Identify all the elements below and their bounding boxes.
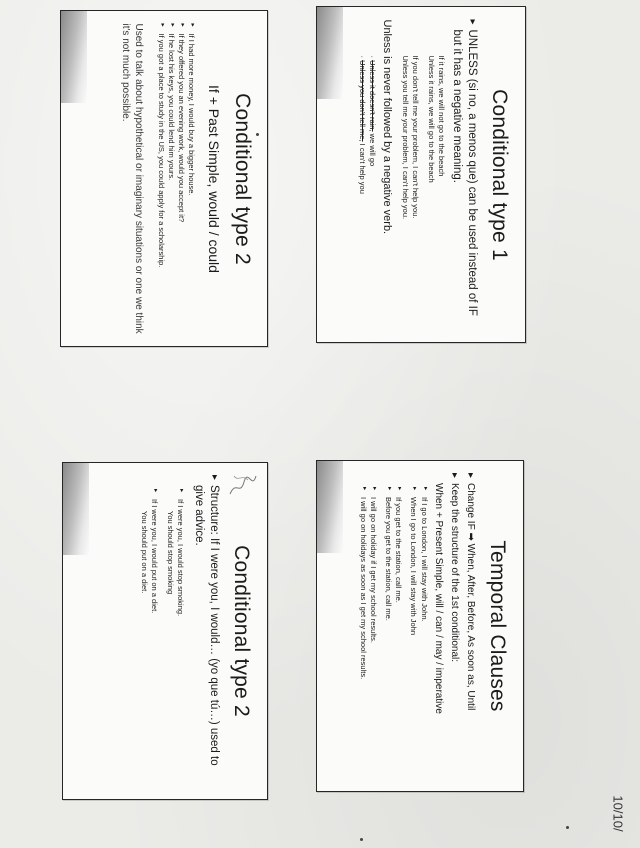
example-item: ▸ If you get to the station, call me. — [393, 487, 403, 779]
slide-conditional-type-1 — [316, 6, 526, 343]
slide-lead: ▸ UNLESS (si no, a menos que) can be used instead of IF but it has a negative meaning. — [449, 19, 479, 330]
rule-text: Unless is never followed by a negative verb. — [381, 19, 394, 234]
wrong-examples — [357, 19, 377, 330]
paper-speck — [256, 133, 259, 136]
paper-speck — [360, 838, 363, 841]
slide-content — [63, 463, 267, 799]
example-item: ▸ If I were you, I would put on a diet. — [149, 489, 159, 787]
example-line: Unless you tell me your problem, I can't help you. — [401, 55, 411, 219]
example-answer: You should put on a diet. — [140, 511, 150, 594]
example-item: ▸ If I had more money, I would buy a bigger house. — [186, 23, 196, 334]
slide-lead: ▸ Change IF ➡ When, After, Before, As soon as, Until — [464, 473, 477, 779]
slide-title: Conditional type 1 — [488, 88, 511, 261]
slide-content — [60, 11, 268, 346]
wrong-example: · Unless you don't tell me, I can't help you — [357, 55, 367, 194]
slide-lead: ▸ Keep the structure of the 1st conditional: — [448, 473, 461, 779]
example-group — [400, 19, 446, 330]
slide-title: Temporal Clauses — [486, 540, 509, 712]
slide-title: Conditional type 2 — [230, 545, 253, 717]
example-item: ▸ If they offered you an evening work, would you accept it? — [176, 23, 186, 334]
example-item: ▸ If you got a place to study in the US, you could apply for a scholarship. — [156, 23, 166, 334]
example-item: ▸ I will go on holiday if I get my school results. — [368, 487, 378, 779]
slide-subtitle: If + Past Simple, would / could — [206, 84, 222, 273]
example-item: ▸ Before you get to the station, call me. — [383, 487, 393, 779]
example-line: Unless it rains, we will go to the beach — [426, 55, 436, 183]
pen-scribble-icon — [226, 470, 260, 500]
page-number: 10/10/ — [610, 795, 626, 832]
paper-speck — [566, 826, 569, 829]
example-answer: You should stop smoking — [165, 511, 175, 595]
slide-conditional-type-2-advice — [62, 462, 268, 800]
example-line: If you don't tell me your problem, I can't help you. — [411, 55, 421, 218]
example-group — [139, 475, 185, 787]
slide-conditional-type-2-past — [60, 10, 268, 347]
example-item: ▸ When I go to London, I will stay with John — [408, 487, 418, 779]
slide-title: Conditional type 2 — [231, 92, 254, 265]
slide-temporal-clauses — [316, 460, 524, 792]
example-line: If it rains, we will not go to the beach — [436, 55, 446, 176]
structure-text: When + Present Simple, will / can / may / imperative — [432, 483, 444, 714]
example-item: ▸ I will go on holidays as soon as I get my school results. — [358, 487, 368, 779]
wrong-example: · Unless it doesn't rain, we will go — [367, 55, 377, 166]
example-item: ▸ If I go to London, I will stay with John. — [419, 487, 429, 779]
usage-note: Used to talk about hypothetical or imaginary situations or one we think it's not much possible. — [120, 23, 145, 334]
slide-content — [317, 461, 523, 791]
example-item: ▸ If I were you, I would stop smoking. — [175, 489, 185, 787]
slide-lead: ▸ Structure: If I were you, I would… (yo que tú…) used to give advice. — [191, 475, 221, 787]
slide-content — [317, 7, 525, 342]
example-item: ▸ If he lost his keys, you could lend him yours. — [166, 23, 176, 334]
